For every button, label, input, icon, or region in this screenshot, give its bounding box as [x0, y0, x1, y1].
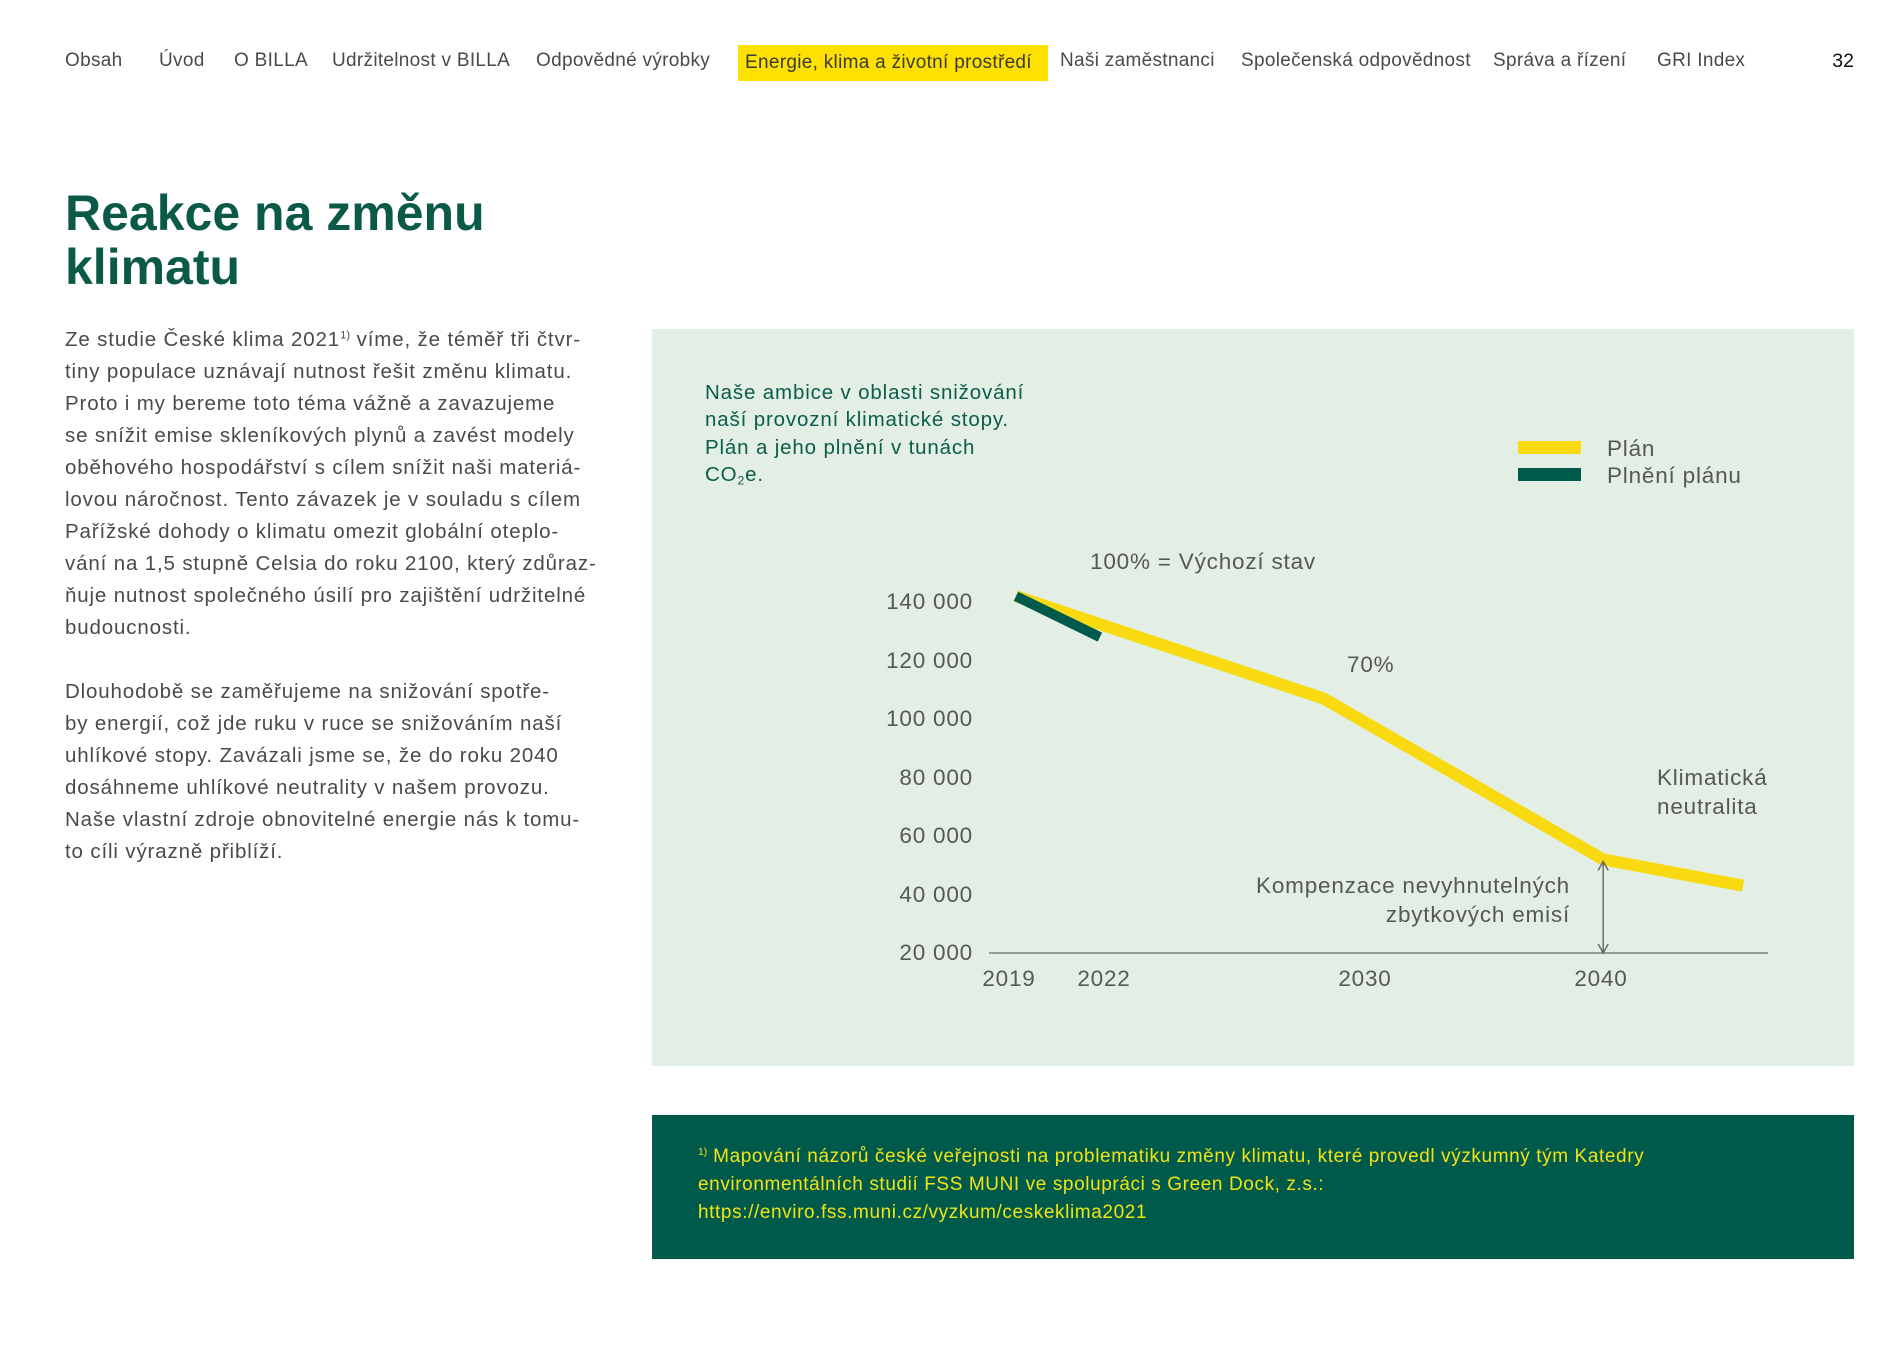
paragraph-line: Pařížské dohody o klimatu omezit globální oteplo-	[65, 520, 560, 543]
page-title: Reakce na změnu klimatu	[65, 185, 485, 295]
paragraph-line: Proto i my bereme toto téma vážně a zavazujeme	[65, 392, 556, 415]
arrow-head-up-icon	[1598, 861, 1608, 870]
paragraph-line: Naše vlastní zdroje obnovitelné energie nás k tomu-	[65, 808, 581, 831]
x-tick-label: 2022	[1077, 966, 1131, 991]
paragraph-1	[65, 324, 597, 644]
paragraph-line: ňuje nutnost společného úsilí pro zajištění udržitelné	[65, 584, 587, 607]
annotation-baseline: 100% = Výchozí stav	[1090, 549, 1316, 574]
annotation-target-2030: 70%	[1347, 652, 1395, 677]
page-number: 32	[1832, 50, 1854, 72]
text-run: Mapování názorů české veřejnosti na problematiku změny klimatu, které provedl výzkumný tým Katedry	[713, 1146, 1645, 1167]
subscript: 2	[737, 473, 746, 488]
legend-label-actual: Plnění plánu	[1607, 463, 1742, 488]
legend-swatch-actual	[1518, 468, 1581, 481]
y-tick-label: 40 000	[899, 881, 973, 907]
y-tick-label: 20 000	[899, 940, 973, 965]
annotation-line: Klimatická	[1657, 765, 1768, 790]
y-tick-label: 60 000	[899, 823, 973, 848]
paragraph-line: vání na 1,5 stupně Celsia do roku 2100, který zdůraz-	[65, 552, 597, 575]
text-run: Ze studie České klima 2021	[65, 328, 341, 351]
annotation-line: zbytkových emisí	[1385, 902, 1570, 927]
annotation-line: neutralita	[1657, 794, 1758, 819]
x-tick-label: 2030	[1338, 966, 1392, 991]
y-tick-label: 120 000	[886, 647, 973, 673]
footnote-line: environmentálních studií FSS MUNI ve spolupráci s Green Dock, z.s.:	[698, 1174, 1325, 1195]
nav-item-o-billa[interactable]: O BILLA	[234, 50, 308, 71]
actual-line	[1016, 596, 1100, 637]
chart-title-line: naší provozní klimatické stopy.	[705, 408, 1009, 432]
paragraph-line: tiny populace uznávají nutnost řešit změnu klimatu.	[65, 360, 573, 383]
nav-item-obsah[interactable]: Obsah	[65, 50, 123, 71]
paragraph-line: dosáhneme uhlíkové neutrality v našem provozu.	[65, 776, 550, 799]
y-tick-label: 80 000	[899, 764, 973, 790]
paragraph-line: budoucnosti.	[65, 616, 192, 639]
x-tick-label: 2019	[982, 966, 1036, 991]
nav-item-energie-klima[interactable]: Energie, klima a životní prostředí	[738, 45, 1048, 81]
paragraph-line: Dlouhodobě se zaměřujeme na snižování spotře-	[65, 680, 550, 703]
nav-item-udrzitelnost[interactable]: Udržitelnost v BILLA	[332, 50, 511, 71]
footnote-box	[652, 1115, 1854, 1259]
plan-line	[1016, 596, 1743, 886]
paragraph-line	[65, 324, 597, 356]
annotation-line: Kompenzace nevyhnutelných	[1256, 873, 1570, 898]
footnote-marker: 1)	[698, 1147, 708, 1159]
y-tick-label: 100 000	[886, 706, 973, 731]
nav-item-odpovedne-vyrobky[interactable]: Odpovědné výrobky	[536, 50, 711, 71]
paragraph-line: se snížit emise skleníkových plynů a zavést modely	[65, 424, 575, 447]
paragraph-line: to cíli výrazně přiblíží.	[65, 840, 284, 863]
nav-item-spolecenska-odpovednost[interactable]: Společenská odpovědnost	[1241, 50, 1471, 71]
paragraph-line: uhlíkové stopy. Zavázali jsme se, že do roku 2040	[65, 744, 559, 767]
paragraph-line: lovou náročnost. Tento závazek je v souladu s cílem	[65, 488, 581, 511]
text-run: CO	[705, 462, 738, 486]
chart-title	[705, 379, 1024, 488]
footnote-text	[698, 1143, 1644, 1227]
legend-label-plan: Plán	[1607, 436, 1656, 461]
arrow-head-down-icon	[1598, 944, 1608, 953]
chart-title-line	[705, 461, 1024, 488]
annotation-compensation	[1256, 871, 1570, 929]
text-run: víme, že téměř tři čtvr-	[356, 328, 581, 351]
nav-item-uvod[interactable]: Úvod	[159, 50, 205, 71]
footnote-link[interactable]: https://enviro.fss.muni.cz/vyzkum/ceskeklima2021	[698, 1202, 1148, 1223]
legend-swatch-plan	[1518, 441, 1581, 454]
paragraph-line: by energií, což jde ruku v ruce se snižováním naší	[65, 712, 563, 735]
paragraph-line: oběhového hospodářství s cílem snížit naši materiá-	[65, 456, 582, 479]
chart-title-line: Plán a jeho plnění v tunách	[705, 435, 976, 459]
y-tick-label: 140 000	[886, 589, 973, 614]
nav-item-sprava-a-rizeni[interactable]: Správa a řízení	[1493, 50, 1627, 71]
text-run: e.	[745, 462, 764, 486]
nav-item-gri-index[interactable]: GRI Index	[1657, 50, 1746, 71]
footnote-line	[698, 1143, 1644, 1171]
chart-title-line: Naše ambice v oblasti snižování	[705, 381, 1025, 404]
nav-item-nasi-zamestnanci[interactable]: Naši zaměstnanci	[1060, 50, 1215, 71]
footnote-reference: 1)	[340, 329, 351, 342]
emissions-chart-panel	[652, 329, 1854, 1066]
paragraph-2	[65, 676, 580, 868]
x-tick-label: 2040	[1574, 966, 1628, 991]
annotation-neutrality	[1657, 763, 1768, 821]
